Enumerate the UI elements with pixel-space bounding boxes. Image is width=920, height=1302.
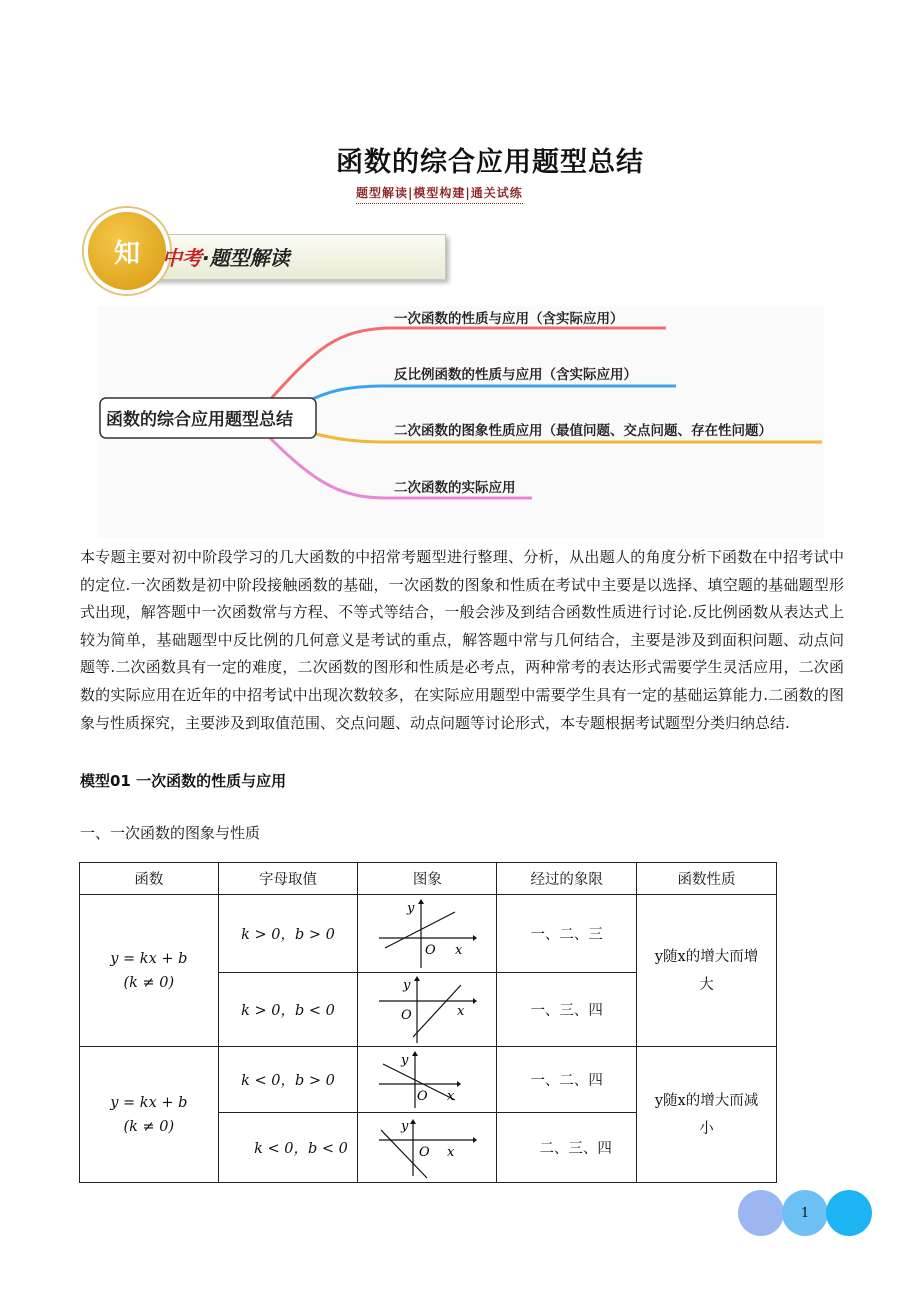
table-header-row bbox=[80, 863, 777, 895]
header-quadrants: 经过的象限 bbox=[497, 863, 637, 895]
values-cell: k > 0，b > 0 bbox=[218, 895, 358, 973]
quadrants-cell: 一、二、四 bbox=[497, 1047, 637, 1113]
graph-y-label: y bbox=[401, 1052, 409, 1068]
header-property: 函数性质 bbox=[637, 863, 777, 895]
graph-k-neg-b-neg bbox=[377, 1116, 477, 1180]
mindmap-branch-4: 二次函数的实际应用 bbox=[394, 480, 516, 496]
badge-text bbox=[162, 242, 290, 271]
badge-separator: · bbox=[202, 246, 210, 270]
graph-origin-label: O bbox=[417, 1088, 429, 1104]
function-formula: y = kx + b bbox=[110, 1094, 188, 1111]
property-text: y随x的增大而减小 bbox=[654, 1092, 759, 1137]
graph-x-label: x bbox=[457, 1003, 465, 1019]
graph-x-label: x bbox=[447, 1144, 455, 1160]
graph-origin-label: O bbox=[419, 1144, 431, 1160]
graph-x-label: x bbox=[455, 942, 463, 958]
function-cell bbox=[80, 895, 219, 1047]
page-number: 1 bbox=[782, 1190, 828, 1236]
function-cell bbox=[80, 1047, 219, 1183]
quadrants-cell: 一、三、四 bbox=[497, 973, 637, 1047]
table-row bbox=[80, 895, 777, 973]
badge-circle: 知 bbox=[84, 208, 170, 294]
graph-origin-label: O bbox=[401, 1007, 413, 1023]
section-badge bbox=[84, 208, 374, 294]
badge-tag: 中考 bbox=[162, 246, 202, 270]
graph-cell bbox=[358, 1047, 497, 1113]
page-dot-right bbox=[826, 1190, 872, 1236]
graph-cell bbox=[358, 1113, 497, 1183]
graph-x-label: x bbox=[447, 1088, 455, 1104]
graph-y-label: y bbox=[401, 1118, 409, 1134]
graph-y-label: y bbox=[407, 900, 415, 916]
graph-cell bbox=[358, 973, 497, 1047]
mindmap-branch-2-line bbox=[298, 386, 676, 406]
quadrants-cell: 二、三、四 bbox=[497, 1113, 637, 1183]
graph-y-label: y bbox=[403, 977, 411, 993]
page-subtitle: 题型解读|模型构建|通关试练 bbox=[356, 184, 523, 204]
page-indicator bbox=[738, 1190, 872, 1236]
property-cell bbox=[637, 1047, 777, 1183]
mindmap-branch-2: 反比例函数的性质与应用（含实际应用） bbox=[394, 367, 637, 383]
values-cell: k > 0，b < 0 bbox=[218, 973, 358, 1047]
graph-cell bbox=[358, 895, 497, 973]
header-graph: 图象 bbox=[358, 863, 497, 895]
property-text: y随x的增大而增大 bbox=[654, 948, 759, 993]
property-cell bbox=[637, 895, 777, 1047]
mind-map bbox=[98, 306, 824, 538]
subsection-heading: 一、一次函数的图象与性质 bbox=[80, 824, 261, 842]
quadrants-cell: 一、二、三 bbox=[497, 895, 637, 973]
badge-label: 题型解读 bbox=[209, 246, 290, 270]
graph-origin-label: O bbox=[425, 942, 437, 958]
function-condition: (k ≠ 0) bbox=[123, 1118, 175, 1135]
mindmap-branch-1-line bbox=[268, 328, 666, 402]
mindmap-center: 函数的综合应用题型总结 bbox=[106, 410, 293, 430]
graph-k-pos-b-pos bbox=[377, 898, 477, 970]
values-cell: k < 0，b < 0 bbox=[218, 1113, 358, 1183]
graph-k-neg-b-pos bbox=[377, 1050, 477, 1110]
table-row bbox=[80, 1047, 777, 1113]
section-heading: 模型01 一次函数的性质与应用 bbox=[80, 772, 287, 790]
graph-k-pos-b-neg bbox=[377, 975, 477, 1045]
mindmap-branch-1: 一次函数的性质与应用（含实际应用） bbox=[394, 311, 624, 327]
mindmap-branch-3: 二次函数的图象性质应用（最值问题、交点问题、存在性问题） bbox=[394, 423, 772, 439]
intro-paragraph: 本专题主要对初中阶段学习的几大函数的中招常考题型进行整理、分析，从出题人的角度分析下函数在中招考试中的定位.一次函数是初中阶段接触函数的基础，一次函数的图象和性质在考试中主要是以选择、填空题的基础题型形式出现，解答题中一次函数常与方程、不等式等结合，一般会涉及到结合函数性质进行讨论.反比例函数从表达式上较为简单，基础题型中反比例的几何意义是考试的重点，解答题中常与几何结合，主要是涉及到面积问题、动点问题等.二次函数具有一定的难度，二次函数的图形和性质是必考点，两种常考的表达形式需要学生灵活应用，二次函数的实际应用在近年的中招考试中出现次数较多，在实际应用题型中需要学生具有一定的基础运算能力.二函数的图象与性质探究，主要涉及到取值范围、交点问题、动点问题等讨论形式，本专题根据考试题型分类归纳总结. bbox=[80, 548, 844, 732]
page-dot-left bbox=[738, 1190, 784, 1236]
function-formula: y = kx + b bbox=[110, 950, 188, 967]
header-function: 函数 bbox=[80, 863, 219, 895]
values-cell: k < 0，b > 0 bbox=[218, 1047, 358, 1113]
header-values: 字母取值 bbox=[218, 863, 358, 895]
function-condition: (k ≠ 0) bbox=[123, 974, 175, 991]
page-title: 函数的综合应用题型总结 bbox=[336, 147, 644, 178]
properties-table bbox=[79, 862, 777, 1183]
